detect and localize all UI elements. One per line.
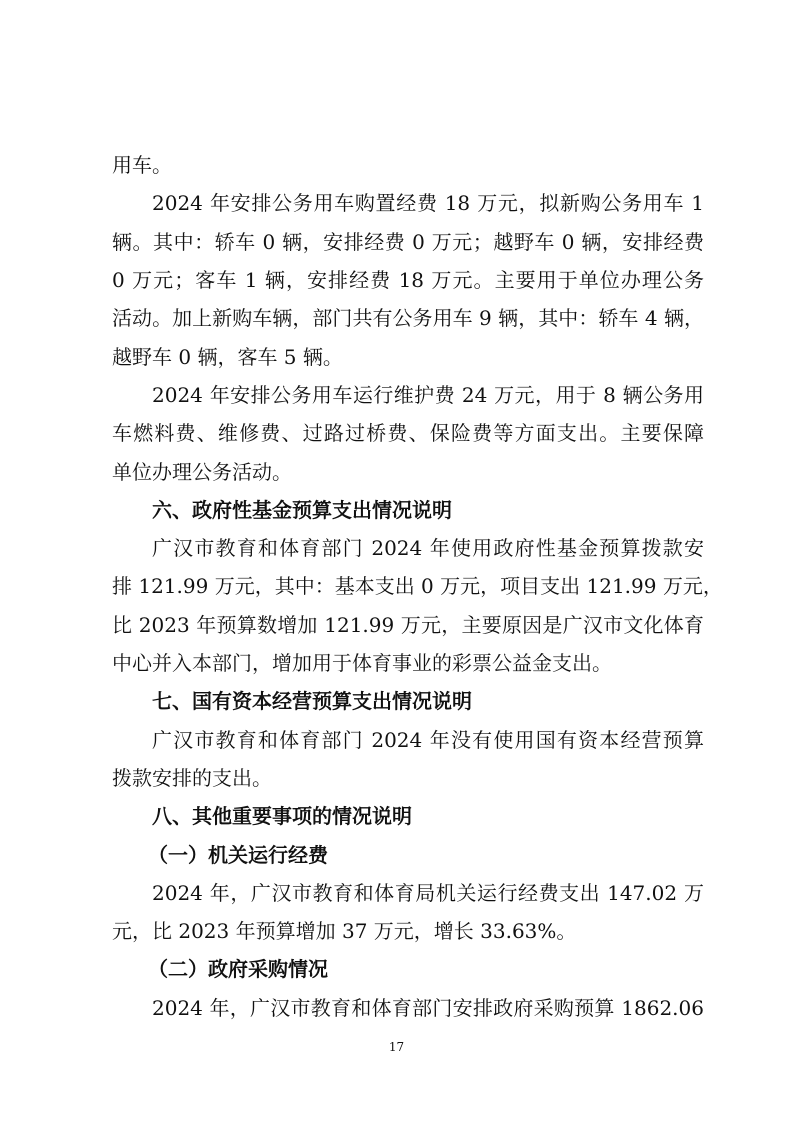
section-heading: 七、国有资本经营预算支出情况说明 bbox=[152, 689, 472, 713]
body-line: 越野车 0 辆，客车 5 辆。 bbox=[112, 345, 343, 369]
body-line: 排 121.99 万元，其中：基本支出 0 万元，项目支出 121.99 万元， bbox=[112, 574, 723, 598]
body-line: 广汉市教育和体育部门 2024 年没有使用国有资本经营预算 bbox=[152, 728, 704, 752]
body-line: 2024 年安排公务用车购置经费 18 万元，拟新购公务用车 1 bbox=[152, 191, 704, 215]
body-line: 元，比 2023 年预算增加 37 万元，增长 33.63%。 bbox=[112, 919, 577, 943]
subsection-heading: （一）机关运行经费 bbox=[148, 843, 328, 867]
body-line: 拨款安排的支出。 bbox=[112, 766, 272, 790]
body-line: 2024 年，广汉市教育和体育局机关运行经费支出 147.02 万 bbox=[152, 881, 704, 905]
body-line: 车燃料费、维修费、过路过桥费、保险费等方面支出。主要保障 bbox=[112, 421, 704, 445]
body-line: 辆。其中：轿车 0 辆，安排经费 0 万元；越野车 0 辆，安排经费 bbox=[112, 230, 704, 254]
body-line: 比 2023 年预算数增加 121.99 万元，主要原因是广汉市文化体育 bbox=[112, 613, 704, 637]
body-line: 中心并入本部门，增加用于体育事业的彩票公益金支出。 bbox=[112, 651, 612, 675]
body-line: 广汉市教育和体育部门 2024 年使用政府性基金预算拨款安 bbox=[152, 536, 704, 560]
section-heading: 六、政府性基金预算支出情况说明 bbox=[152, 498, 452, 522]
body-line: 活动。加上新购车辆，部门共有公务用车 9 辆，其中：轿车 4 辆， bbox=[112, 306, 704, 330]
body-line: 单位办理公务活动。 bbox=[112, 460, 292, 484]
section-heading: 八、其他重要事项的情况说明 bbox=[152, 804, 412, 828]
body-line: 2024 年安排公务用车运行维护费 24 万元，用于 8 辆公务用 bbox=[152, 383, 704, 407]
body-line: 0 万元；客车 1 辆，安排经费 18 万元。主要用于单位办理公务 bbox=[112, 268, 704, 292]
body-line: 2024 年，广汉市教育和体育部门安排政府采购预算 1862.06 bbox=[152, 996, 704, 1020]
page-number: 17 bbox=[388, 1040, 405, 1054]
subsection-heading: （二）政府采购情况 bbox=[148, 957, 328, 981]
body-line: 用车。 bbox=[112, 153, 172, 177]
